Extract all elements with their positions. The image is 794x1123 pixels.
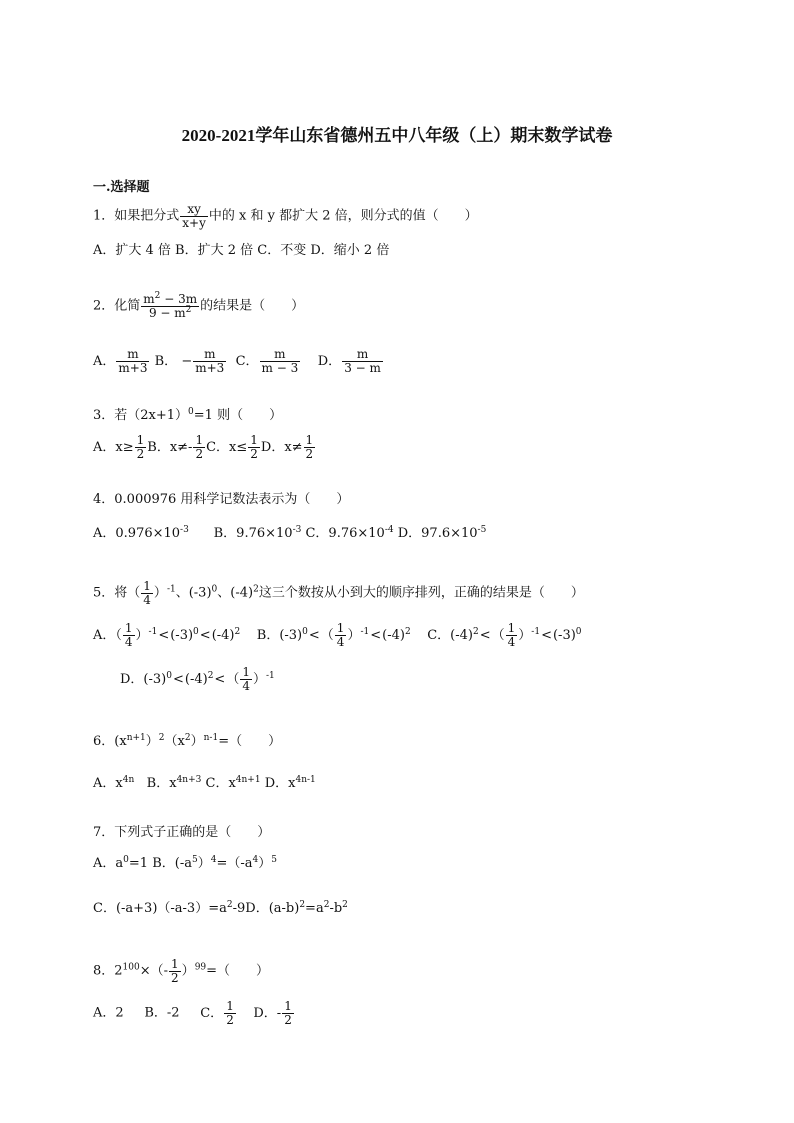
q6-option-b: B．$x^{4n+3}$	[146, 775, 202, 791]
q2-option-b: B． − $\frac{m}{m+3}$	[154, 347, 225, 375]
question-2	[93, 293, 304, 319]
q2-option-d: D． $\frac{m}{3 - m}$	[317, 347, 381, 375]
q8-option-a: A．2	[93, 1005, 124, 1021]
question-4: 4．0.000976 用科学记数法表示为（ ）	[93, 492, 350, 507]
q5-option-d: D．$(-3)^0<(-4)^2<$（ $\frac{1}{4}$ ）$^{-1}$	[120, 665, 275, 693]
q2-option-a: A． $\frac{m}{m+3}$	[93, 347, 148, 375]
q5-option-a: A．（ $\frac{1}{4}$ ）$^{-1}<(-3)^0<(-4)^2$	[93, 621, 241, 649]
q3-option-a: A．x≥ $\frac{1}{2}$	[93, 433, 145, 461]
q1-frac-num: xy	[180, 203, 208, 217]
question-5-options-row1	[93, 622, 582, 648]
question-2-options	[93, 348, 384, 374]
q1-text-pre: 1．如果把分式	[93, 208, 180, 224]
q6-option-a: A．$x^{4n}$	[93, 775, 135, 791]
q8-option-c: C． $\frac{1}{2}$	[200, 999, 234, 1027]
question-4-options	[93, 527, 486, 540]
q2-text-pre: 2．化简	[93, 298, 141, 314]
question-1	[93, 203, 478, 229]
q4-option-c: C．$9.76\times 10^{-4}$	[305, 525, 394, 541]
q6-option-c: C．$x^{4n+1}$	[205, 775, 261, 791]
question-5: 5．将（ $\frac{1}{4}$ ）$^{-1}$、$(-3)^0$、$(-4)^2$这三个数按从小到大的顺序排列，正确的结果是（ ）	[93, 579, 584, 607]
question-6-options	[93, 777, 316, 790]
question-7-options-row2	[93, 902, 348, 915]
question-5-options-row2	[120, 666, 275, 692]
question-7-options-row1	[93, 857, 277, 870]
q1-frac-den: x+y	[182, 215, 206, 230]
q2-frac-num: $m^2 - 3m$	[143, 291, 198, 306]
q7-option-d: D．$(a-b)^2=a^2-b^2$	[245, 900, 348, 916]
q2-frac-den: $9 - m^2$	[148, 304, 192, 320]
question-8-options	[93, 1000, 295, 1026]
q3-option-d: D．x≠ $\frac{1}{2}$	[260, 433, 314, 461]
question-3: 3．若$(2x+1)^0=1$ 则（ ）	[93, 407, 283, 423]
q2-fraction	[141, 293, 199, 319]
q2-text-post: 的结果是（ ）	[200, 298, 305, 314]
q1-text-post: 中的 x 和 y 都扩大 2 倍，则分式的值（ ）	[208, 208, 478, 224]
question-7: 7．下列式子正确的是（ ）	[93, 825, 271, 840]
q5-option-b: B．$(-3)^0<$（ $\frac{1}{4}$ ）$^{-1}<(-4)^2$	[256, 621, 411, 649]
question-1-options: A．扩大 4 倍 B．扩大 2 倍 C．不变 D．缩小 2 倍	[93, 243, 390, 258]
q8-option-b: B．-2	[144, 1005, 180, 1021]
q7-option-b: B．$(-a^5)^4=(-a^4)^5$	[152, 855, 277, 871]
q4-option-d: D．$97.6\times 10^{-5}$	[397, 525, 487, 541]
q7-option-a: A．$a^0=1$	[93, 855, 149, 871]
question-8: 8．$2^{100}\times(-$ $\frac{1}{2}$ ）$^{99}$=（ ）	[93, 957, 270, 985]
q2-option-c: C． $\frac{m}{m - 3}$	[235, 347, 299, 375]
q3-option-b: B．x≠- $\frac{1}{2}$	[147, 433, 204, 461]
q3-option-c: C．x≤ $\frac{1}{2}$	[206, 433, 258, 461]
page-title: 2020-2021学年山东省德州五中八年级（上）期末数学试卷	[181, 126, 613, 145]
q4-option-b: B．$9.76\times 10^{-3}$	[213, 525, 302, 541]
question-3-options	[93, 434, 316, 460]
q4-option-a: A．$0.976\times 10^{-3}$	[93, 525, 189, 541]
q5-option-c: C．$(-4)^2<$（ $\frac{1}{4}$ ）$^{-1}<(-3)^0$	[427, 621, 582, 649]
section-title: 一.选择题	[93, 180, 150, 195]
q8-option-d: D．- $\frac{1}{2}$	[253, 999, 292, 1027]
q7-option-c: C．$(-a+3)(-a-3)=a^2-9$	[93, 900, 246, 916]
q1-fraction	[180, 203, 208, 229]
q6-option-d: D．$x^{4n-1}$	[264, 775, 316, 791]
question-6: 6．$(x^{n+1})^2(x^2)^{n-1}=$（ ）	[93, 733, 282, 749]
